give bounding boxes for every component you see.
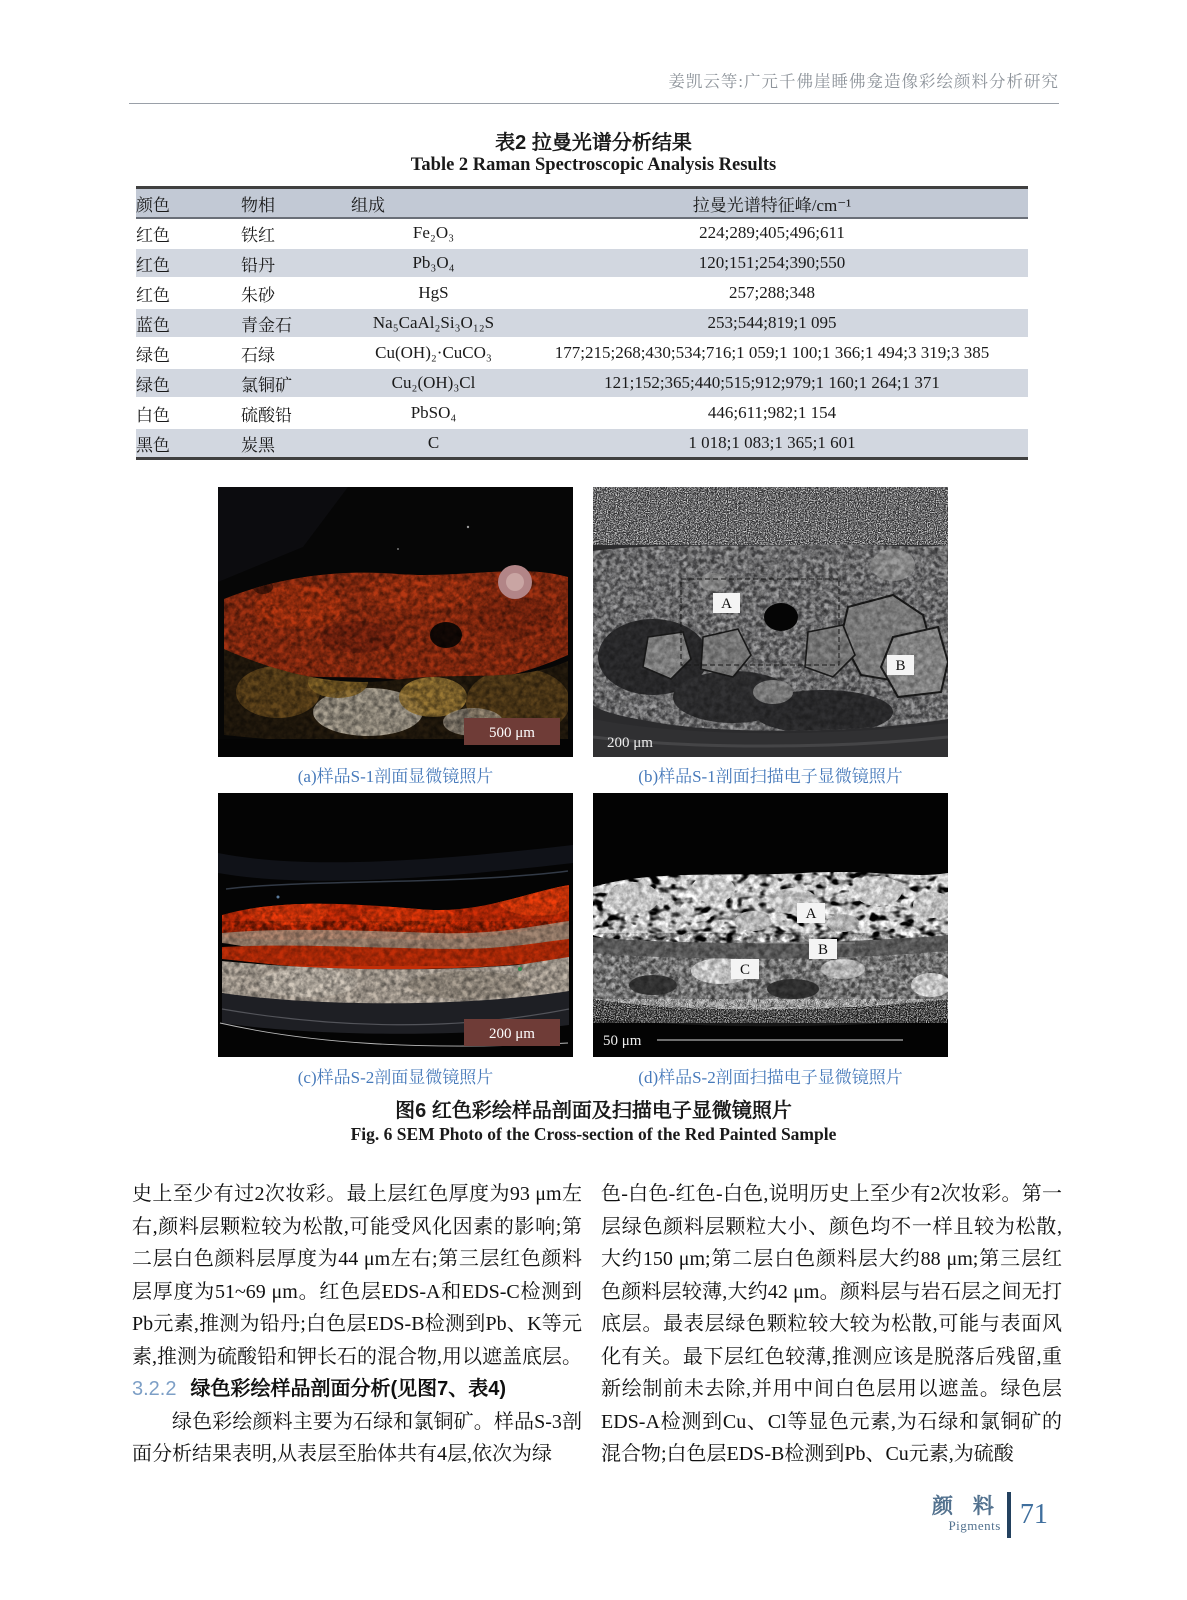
micrograph-c-s2-optical xyxy=(218,793,573,1057)
figure6-caption-en: Fig. 6 SEM Photo of the Cross-section of the Red Painted Sample xyxy=(350,1124,837,1144)
col-header-phase: 物相 xyxy=(241,195,275,215)
cell-composition: C xyxy=(427,433,440,452)
body-right-column xyxy=(601,1178,1062,1471)
header-rule xyxy=(129,103,1059,104)
table2-title-en: Table 2 Raman Spectroscopic Analysis Results xyxy=(410,155,777,175)
void-hole xyxy=(764,603,798,631)
table-row xyxy=(136,368,1028,398)
eds-label-B xyxy=(809,939,837,959)
scale-text-b: 200 μm xyxy=(607,735,653,751)
svg-text:C: C xyxy=(739,962,751,978)
subcaption-c: (c)样品S-2剖面显微镜照片 xyxy=(297,1068,494,1087)
micrograph-d-canvas xyxy=(593,793,948,1057)
svg-text:A: A xyxy=(805,906,817,922)
scale-text-a: 500 μm xyxy=(489,725,535,741)
table2-title-zh: 表2 拉曼光谱分析结果 xyxy=(495,132,692,154)
micrograph-c-canvas xyxy=(218,793,573,1057)
subcaption-b: (b)样品S-1剖面扫描电子显微镜照片 xyxy=(638,767,903,786)
cell-phase: 青金石 xyxy=(241,315,292,335)
table-row xyxy=(136,278,1028,308)
eds-label-A xyxy=(713,593,740,613)
table-row xyxy=(136,218,1028,248)
journal-name-block xyxy=(932,1496,1001,1534)
section-heading-3-2-2 xyxy=(132,1373,582,1406)
cell-color: 黑色 xyxy=(136,435,170,455)
cell-phase: 炭黑 xyxy=(241,435,275,455)
cell-phase: 朱砂 xyxy=(241,285,275,305)
subcaption-a: (a)样品S-1剖面显微镜照片 xyxy=(297,767,494,786)
paragraph: 绿色彩绘颜料主要为石绿和氯铜矿。样品S-3剖面分析结果表明,从表层至胎体共有4层,依次为绿 xyxy=(132,1410,582,1465)
subcaption-d: (d)样品S-2剖面扫描电子显微镜照片 xyxy=(638,1068,903,1087)
table-row xyxy=(136,398,1028,428)
cell-phase: 铅丹 xyxy=(241,255,275,275)
running-header: 姜凯云等:广元千佛崖睡佛龛造像彩绘颜料分析研究 xyxy=(668,72,1059,91)
cell-color: 绿色 xyxy=(136,345,170,365)
body-left-column xyxy=(132,1178,582,1471)
section-title: 绿色彩绘样品剖面分析(见图7、表4) xyxy=(190,1378,507,1400)
col-header-peaks: 拉曼光谱特征峰/cm⁻¹ xyxy=(692,195,852,215)
cell-color: 绿色 xyxy=(136,375,170,395)
svg-text:A: A xyxy=(721,596,732,612)
cell-peaks: 224;289;405;496;611 xyxy=(699,223,845,242)
cell-color: 白色 xyxy=(136,405,170,425)
scale-text-c: 200 μm xyxy=(489,1026,535,1042)
cell-phase: 铁红 xyxy=(241,225,275,245)
micrograph-a-canvas xyxy=(218,487,573,757)
col-header-composition: 组成 xyxy=(351,195,385,215)
journal-name-en: Pigments xyxy=(948,1518,1001,1533)
table-row xyxy=(136,308,1028,338)
sem-granular-band xyxy=(593,537,948,737)
svg-text:B: B xyxy=(817,942,829,958)
footer-divider-bar xyxy=(1007,1492,1011,1538)
cell-peaks: 253;544;819;1 095 xyxy=(707,313,837,332)
raman-results-table xyxy=(136,186,1028,460)
eds-label-A xyxy=(797,903,825,923)
cell-phase: 氯铜矿 xyxy=(241,375,292,395)
paragraph: 色-白色-红色-白色,说明历史上至少有2次妆彩。第一层绿色颜料层颗粒大小、颜色均不一样且较为松散,大约150 μm;第二层白色颜料层大约88 μm;第三层红色颜料层较薄,大约42 μm。颜料层与岩石层之间无打底层。最表层绿色颗粒较大较为松散,可能与表面风化有关。最下层红色较薄,推测应该是脱落后残留,重新绘制前未去除,并用中间白色层用以遮盖。绿色层EDS-A检测到Cu、Cl等显色元素,为石绿和氯铜矿的混合物;白色层EDS-B检测到Pb、Cu元素,为硫酸 xyxy=(601,1183,1062,1465)
cell-composition: Fe₂O₃ xyxy=(412,223,455,242)
section-number: 3.2.2 xyxy=(132,1378,177,1400)
cell-color: 红色 xyxy=(136,255,170,275)
cell-composition: PbSO₄ xyxy=(410,403,457,422)
scale-text-d: 50 μm xyxy=(603,1033,642,1049)
table-row xyxy=(136,248,1028,278)
cell-composition: HgS xyxy=(418,283,449,302)
eds-label-C xyxy=(731,959,759,979)
cell-phase: 硫酸铅 xyxy=(241,405,292,425)
cell-peaks: 121;152;365;440;515;912;979;1 160;1 264;1 371 xyxy=(604,373,940,392)
micrograph-b-canvas xyxy=(593,487,948,757)
page-footer xyxy=(932,1492,1048,1538)
table-row xyxy=(136,338,1028,368)
cell-composition: Na₅CaAl₂Si₃O₁₂S xyxy=(372,313,495,332)
figure6-caption-zh: 图6 红色彩绘样品剖面及扫描电子显微镜照片 xyxy=(395,1100,792,1122)
cell-phase: 石绿 xyxy=(241,345,275,365)
table-row xyxy=(136,428,1028,459)
cell-peaks: 446;611;982;1 154 xyxy=(707,403,837,422)
svg-text:B: B xyxy=(895,658,906,674)
micrograph-a-s1-optical xyxy=(218,487,573,757)
scale-bar-c xyxy=(464,1019,560,1046)
journal-name-zh: 颜 料 xyxy=(932,1495,1001,1518)
cell-peaks: 257;288;348 xyxy=(729,283,815,302)
cell-composition: Cu₂(OH)₃Cl xyxy=(391,373,476,392)
cell-color: 红色 xyxy=(136,225,170,245)
cell-composition: Cu(OH)₂·CuCO₃ xyxy=(375,343,492,362)
micrograph-d-s2-sem xyxy=(593,793,948,1057)
page-number: 71 xyxy=(1019,1499,1048,1530)
col-header-color: 颜色 xyxy=(136,195,170,215)
cell-composition: Pb₃O₄ xyxy=(412,253,455,272)
cell-peaks: 120;151;254;390;550 xyxy=(698,253,846,272)
table-header-row xyxy=(136,188,1028,219)
cell-color: 蓝色 xyxy=(136,315,170,335)
eds-label-B xyxy=(887,655,914,675)
scale-bar-a xyxy=(464,718,560,745)
cell-peaks: 1 018;1 083;1 365;1 601 xyxy=(688,433,856,452)
micrograph-b-s1-sem xyxy=(593,487,948,757)
cell-color: 红色 xyxy=(136,285,170,305)
paragraph: 史上至少有过2次妆彩。最上层红色厚度为93 μm左右,颜料层颗粒较为松散,可能受风化因素的影响;第二层白色颜料层厚度为44 μm左右;第三层红色颜料层厚度为51~69 μm。红色层EDS-A和EDS-C检测到Pb元素,推测为铅丹;白色层EDS-B检测到Pb、K等元素,推测为硫酸铅和钾长石的混合物,用以遮盖底层。 xyxy=(132,1183,582,1368)
cell-peaks: 177;215;268;430;534;716;1 059;1 100;1 366;1 494;3 319;3 385 xyxy=(554,343,990,362)
